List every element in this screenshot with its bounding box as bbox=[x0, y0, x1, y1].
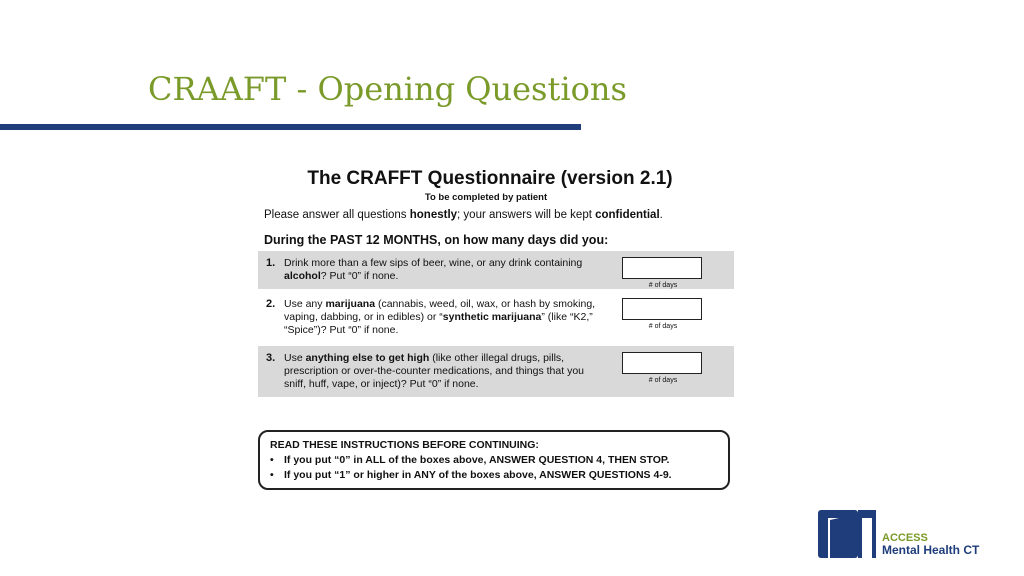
instruction-item bbox=[270, 453, 718, 468]
days-answer-box[interactable] bbox=[622, 352, 702, 374]
question-text bbox=[284, 352, 604, 391]
question-text-part: (cannabis, weed, oil, wax, or hash by smoking, vaping, dabbing, or in edibles) or “ bbox=[284, 298, 596, 323]
title-divider bbox=[0, 124, 581, 130]
question-text-emphasis: synthetic marijuana bbox=[442, 311, 542, 323]
question-row-1 bbox=[258, 251, 734, 289]
question-text-part: (like other illegal drugs, pills, prescription or over-the-counter medications, and things that you sniff, huff, vape, or inject)? Put “0” if none. bbox=[284, 352, 584, 390]
form-title: The CRAFFT Questionnaire (version 2.1) bbox=[307, 168, 673, 189]
intro-emphasis: honestly bbox=[409, 209, 458, 221]
answer-box-group bbox=[622, 352, 704, 384]
question-number: 1. bbox=[266, 257, 276, 269]
form-subtitle: To be completed by patient bbox=[424, 192, 548, 203]
instruction-item bbox=[270, 468, 718, 483]
question-text-part: Use any bbox=[284, 298, 326, 310]
days-label: # of days bbox=[648, 377, 678, 384]
intro-text: Please answer all questions bbox=[264, 209, 410, 221]
question-number: 3. bbox=[266, 352, 276, 364]
question-text bbox=[284, 257, 604, 283]
question-number: 2. bbox=[266, 298, 276, 310]
days-answer-box[interactable] bbox=[622, 257, 702, 279]
instruction-text: If you put “0” in ALL of the boxes above, ANSWER QUESTION 4, THEN STOP. bbox=[284, 454, 670, 466]
question-text-part: Use bbox=[284, 352, 306, 364]
question-text-part: ” (like “K2,” “Spice”)? Put “0” if none. bbox=[284, 311, 593, 336]
intro-text: ; your answers will be kept bbox=[457, 209, 596, 221]
question-row-2 bbox=[258, 292, 734, 343]
form-intro bbox=[264, 209, 734, 221]
bullet-icon: • bbox=[270, 454, 274, 466]
days-label: # of days bbox=[648, 323, 678, 330]
answer-box-group bbox=[622, 298, 704, 330]
days-answer-box[interactable] bbox=[622, 298, 702, 320]
intro-text: . bbox=[659, 209, 663, 221]
question-text-emphasis: anything else to get high bbox=[305, 352, 430, 364]
slide-title: CRAAFT - Opening Questions bbox=[148, 70, 627, 108]
intro-emphasis: confidential bbox=[595, 209, 660, 221]
question-row-3 bbox=[258, 346, 734, 397]
crafft-form bbox=[258, 168, 734, 397]
question-text-part: ? Put “0” if none. bbox=[320, 270, 399, 282]
instructions-heading: READ THESE INSTRUCTIONS BEFORE CONTINUING: bbox=[270, 439, 539, 451]
logo-text bbox=[882, 532, 979, 556]
form-lead: During the PAST 12 MONTHS, on how many days did you: bbox=[264, 233, 609, 247]
instructions-box bbox=[258, 430, 730, 490]
instruction-text: If you put “1” or higher in ANY of the boxes above, ANSWER QUESTIONS 4-9. bbox=[284, 469, 672, 481]
door-logo-icon bbox=[818, 508, 876, 558]
bullet-icon: • bbox=[270, 469, 274, 481]
question-text bbox=[284, 298, 604, 337]
question-text-emphasis: marijuana bbox=[325, 298, 376, 310]
days-label: # of days bbox=[648, 282, 678, 289]
question-text-part: Drink more than a few sips of beer, wine, or any drink containing bbox=[284, 257, 583, 269]
answer-box-group bbox=[622, 257, 704, 289]
logo-line-1: ACCESS bbox=[882, 532, 928, 544]
access-mental-health-logo bbox=[818, 508, 979, 558]
question-text-emphasis: alcohol bbox=[284, 270, 321, 282]
logo-line-2: Mental Health CT bbox=[882, 543, 980, 557]
